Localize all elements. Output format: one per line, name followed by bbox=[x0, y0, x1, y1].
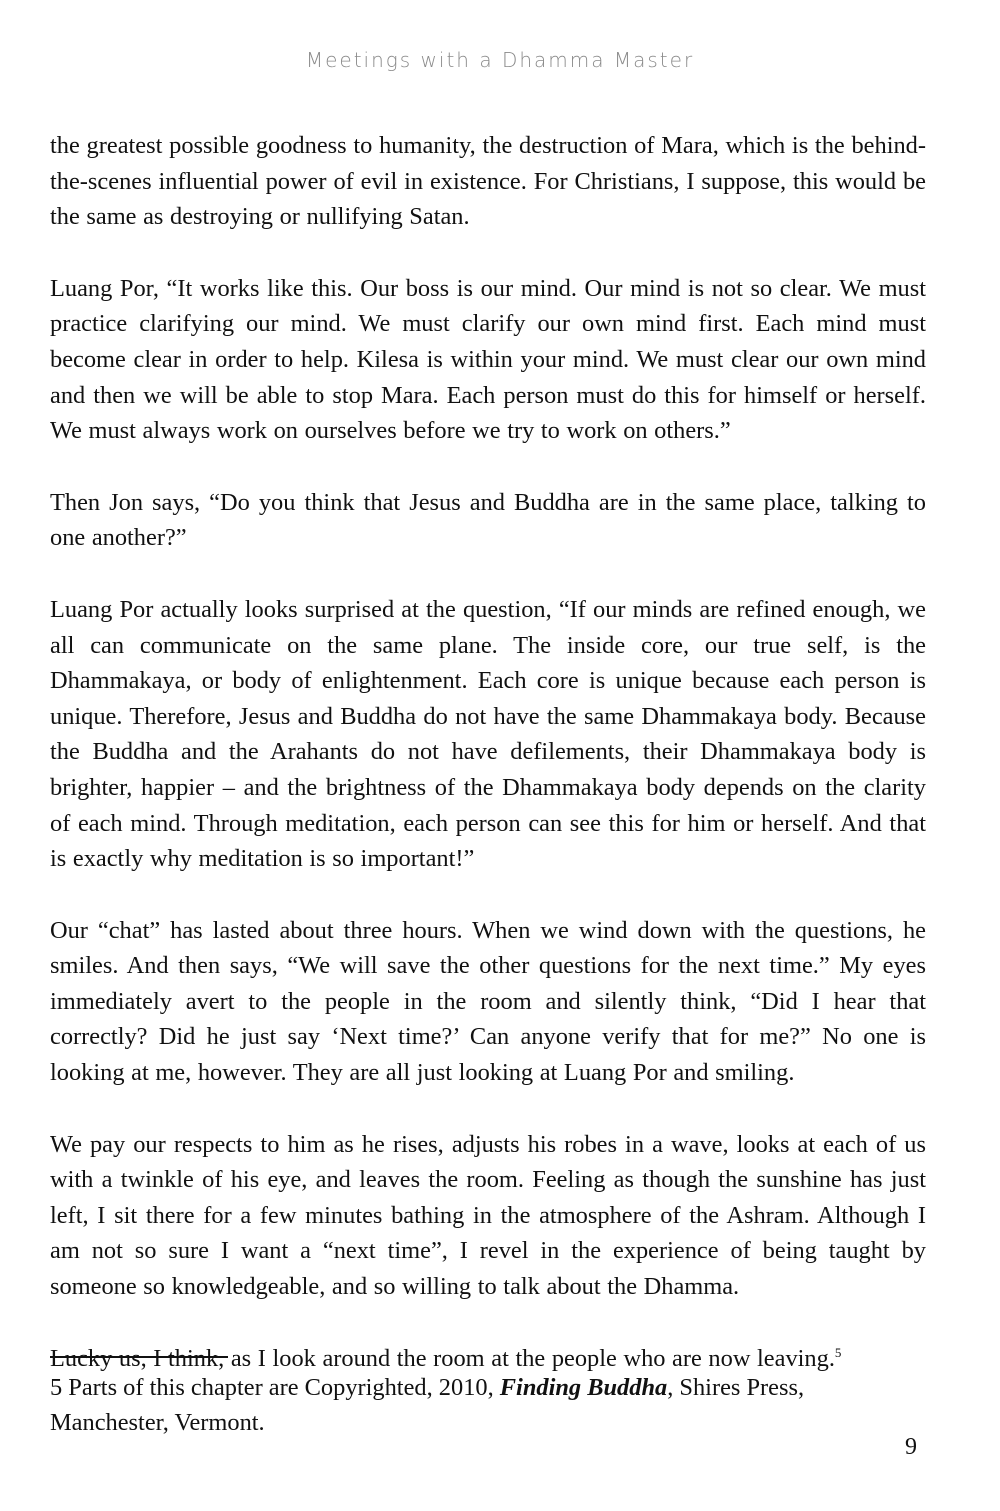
paragraph: Our “chat” has lasted about three hours. When we wind down with the questions, he smiles. And then says, “We will save the other questions for the next time.” My eyes immediately avert to the people in the room and silently think, “Did I hear that correctly? Did he just say ‘Next time?’ Can anyone verify that for me?” No one is looking at me, however. They are all just looking at Luang Por and smiling. bbox=[50, 916, 926, 1087]
footnote-reference[interactable]: 5 bbox=[834, 1344, 842, 1360]
final-paragraph-text: Lucky us, I think, as I look around the room at the people who are now leaving. bbox=[50, 1344, 835, 1372]
paragraph: Luang Por, “It works like this. Our boss is our mind. Our mind is not so clear. We must practice clarifying our mind. We must clarify our own mind first. Each mind must become clear in order to help. Kilesa is within your mind. We must clear our own mind and then we will be able to stop Mara. Each person must do this for himself or herself. We must always work on ourselves before we try to work on others.” bbox=[50, 274, 926, 445]
page-number: 9 bbox=[905, 1434, 917, 1460]
paragraph: Then Jon says, “Do you think that Jesus and Buddha are in the same place, talking to one another?” bbox=[50, 488, 926, 552]
paragraph: the greatest possible goodness to humanity, the destruction of Mara, which is the behind-the-scenes influential power of evil in existence. For Christians, I suppose, this would be the same as destroying or nullifying Satan. bbox=[50, 132, 926, 231]
running-header: Meetings with a Dhamma Master bbox=[305, 48, 695, 72]
footnote-prefix: 5 Parts of this chapter are Copyrighted, 2010, bbox=[50, 1374, 500, 1401]
footnote-book-title: Finding Buddha bbox=[499, 1374, 668, 1401]
footnote-divider bbox=[50, 1356, 228, 1358]
footnote-suffix: , Shires Press, Manchester, Vermont. bbox=[50, 1374, 805, 1436]
paragraph: We pay our respects to him as he rises, adjusts his robes in a wave, looks at each of us with a twinkle of his eye, and leaves the room. Feeling as though the sunshine has just left, I sit there for a few minutes bathing in the atmosphere of the Ashram. Although I am not so sure I want a “next time”, I revel in the experience of being taught by someone so knowledgeable, and so willing to talk about the Dhamma. bbox=[50, 1130, 926, 1301]
paragraph: Luang Por actually looks surprised at the question, “If our minds are refined enough, we all can communicate on the same plane. The inside core, our true self, is the Dhammakaya, or body of enlightenment. Each core is unique because each person is unique. Therefore, Jesus and Buddha do not have the same Dhammakaya body. Because the Buddha and the Arahants do not have defilements, their Dhammakaya body is brighter, happier – and the brightness of the Dhammakaya body depends on the clarity of each mind. Through meditation, each person can see this for him or herself. And that is exactly why meditation is so important!” bbox=[50, 595, 926, 873]
footnote bbox=[50, 1370, 895, 1440]
chapter-body bbox=[50, 128, 926, 1376]
